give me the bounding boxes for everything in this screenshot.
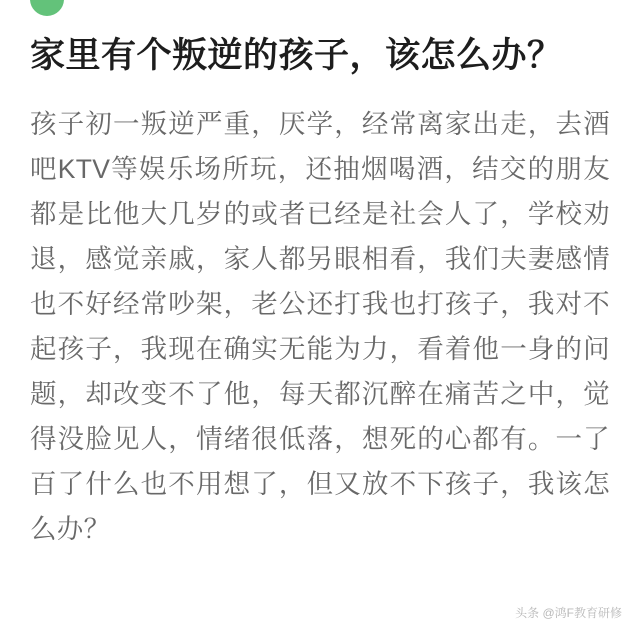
article-body: 孩子初一叛逆严重，厌学，经常离家出走，去酒吧KTV等娱乐场所玩，还抽烟喝酒，结交的朋友都是比他大几岁的或者已经是社会人了，学校劝退，感觉亲戚，家人都另眼相看，我们夫妻感情也不好经常吵架，老公还打我也打孩子，我对不起孩子，我现在确实无能为力，看着他一身的问题，却改变不了他，每天都沉醉在痛苦之中，觉得没脸见人，情绪很低落，想死的心都有。一了百了什么也不用想了，但又放不下孩子，我该怎么办？ (30, 109, 610, 544)
avatar-strip (0, 0, 640, 16)
page-title: 家里有个叛逆的孩子，该怎么办？ (30, 36, 563, 75)
watermark (515, 604, 622, 621)
watermark-text: 头条 @鸿F教育研修 (515, 606, 622, 620)
article-content (0, 16, 640, 552)
user-avatar-circle-icon[interactable] (28, 0, 66, 16)
